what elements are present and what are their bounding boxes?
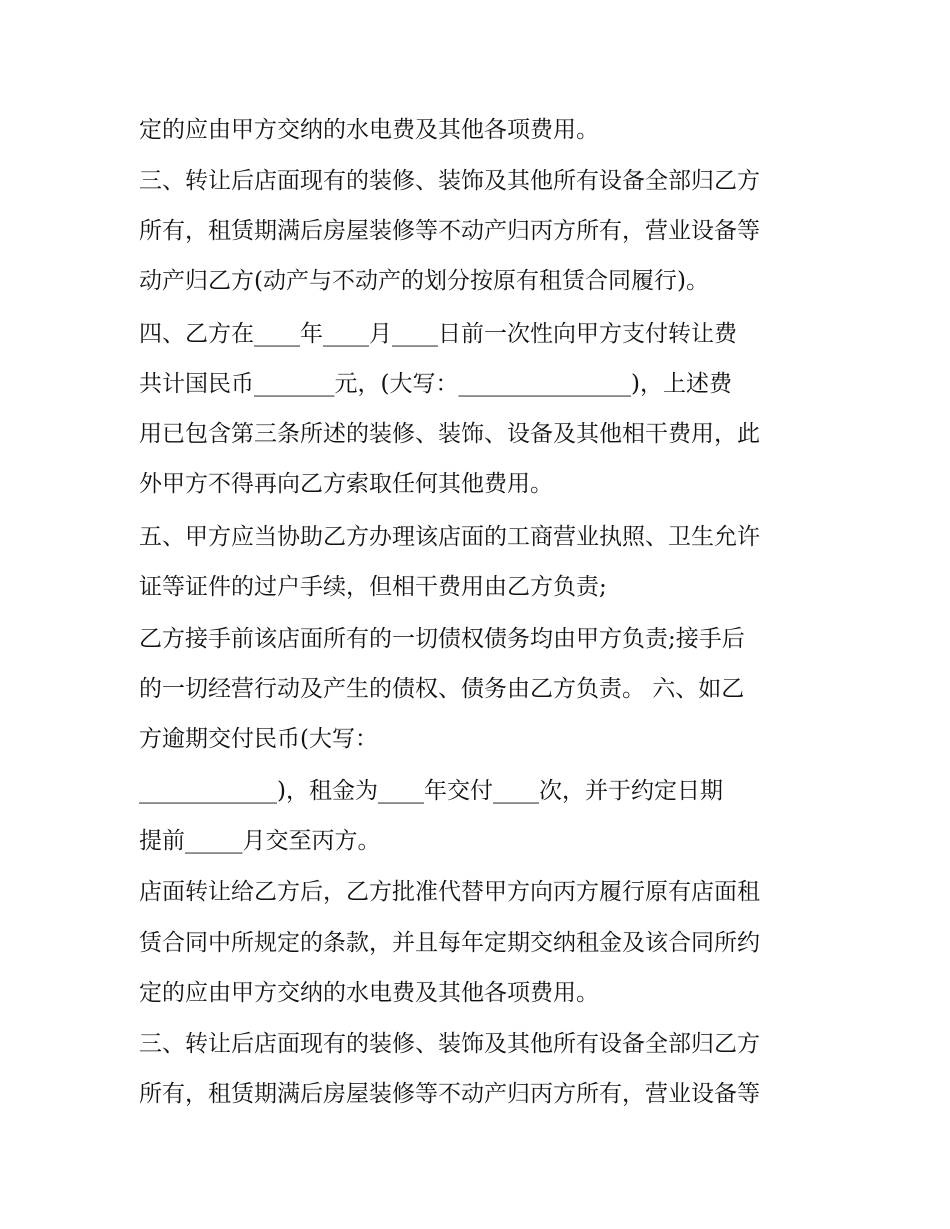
- text-line: 证等证件的过户手续，但相干费用由乙方负责;: [139, 574, 607, 600]
- text-line: 乙方接手前该店面所有的一切债权债务均由甲方负责;接手后: [139, 626, 745, 652]
- text-line: 外甲方不得再向乙方索取任何其他费用。: [139, 471, 553, 497]
- text-line: 所有，租赁期满后房屋装修等不动产归丙方所有，营业设备等: [139, 1081, 760, 1107]
- text-line: 赁合同中所规定的条款，并且每年定期交纳租金及该合同所约: [139, 930, 760, 956]
- text-line: 的一切经营行动及产生的债权、债务由乙方负责。 六、如乙: [139, 676, 745, 702]
- text-line: 五、甲方应当协助乙方办理该店面的工商营业执照、卫生允许: [139, 524, 760, 550]
- text-line: ____________)，租金为____年交付____次，并于约定日期: [139, 778, 723, 804]
- text-line: 四、乙方在____年____月____日前一次性向甲方支付转让费: [139, 321, 737, 347]
- text-line: 定的应由甲方交纳的水电费及其他各项费用。: [139, 980, 599, 1006]
- text-line: 提前_____月交至丙方。: [139, 828, 381, 854]
- text-line: 三、转让后店面现有的装修、装饰及其他所有设备全部归乙方: [139, 168, 760, 194]
- text-line: 定的应由甲方交纳的水电费及其他各项费用。: [139, 117, 599, 143]
- text-line: 用已包含第三条所述的装修、装饰、设备及其他相干费用，此: [139, 421, 760, 447]
- text-line: 三、转让后店面现有的装修、装饰及其他所有设备全部归乙方: [139, 1031, 760, 1057]
- text-line: 所有，租赁期满后房屋装修等不动产归丙方所有，营业设备等: [139, 218, 760, 244]
- text-line: 店面转让给乙方后，乙方批准代替甲方向丙方履行原有店面租: [139, 879, 760, 905]
- text-line: 动产归乙方(动产与不动产的划分按原有租赁合同履行)。: [139, 268, 709, 294]
- text-line: 方逾期交付民币(大写：: [139, 726, 378, 752]
- text-line: 共计国民币_______元，(大写：_______________)，上述费: [139, 371, 732, 397]
